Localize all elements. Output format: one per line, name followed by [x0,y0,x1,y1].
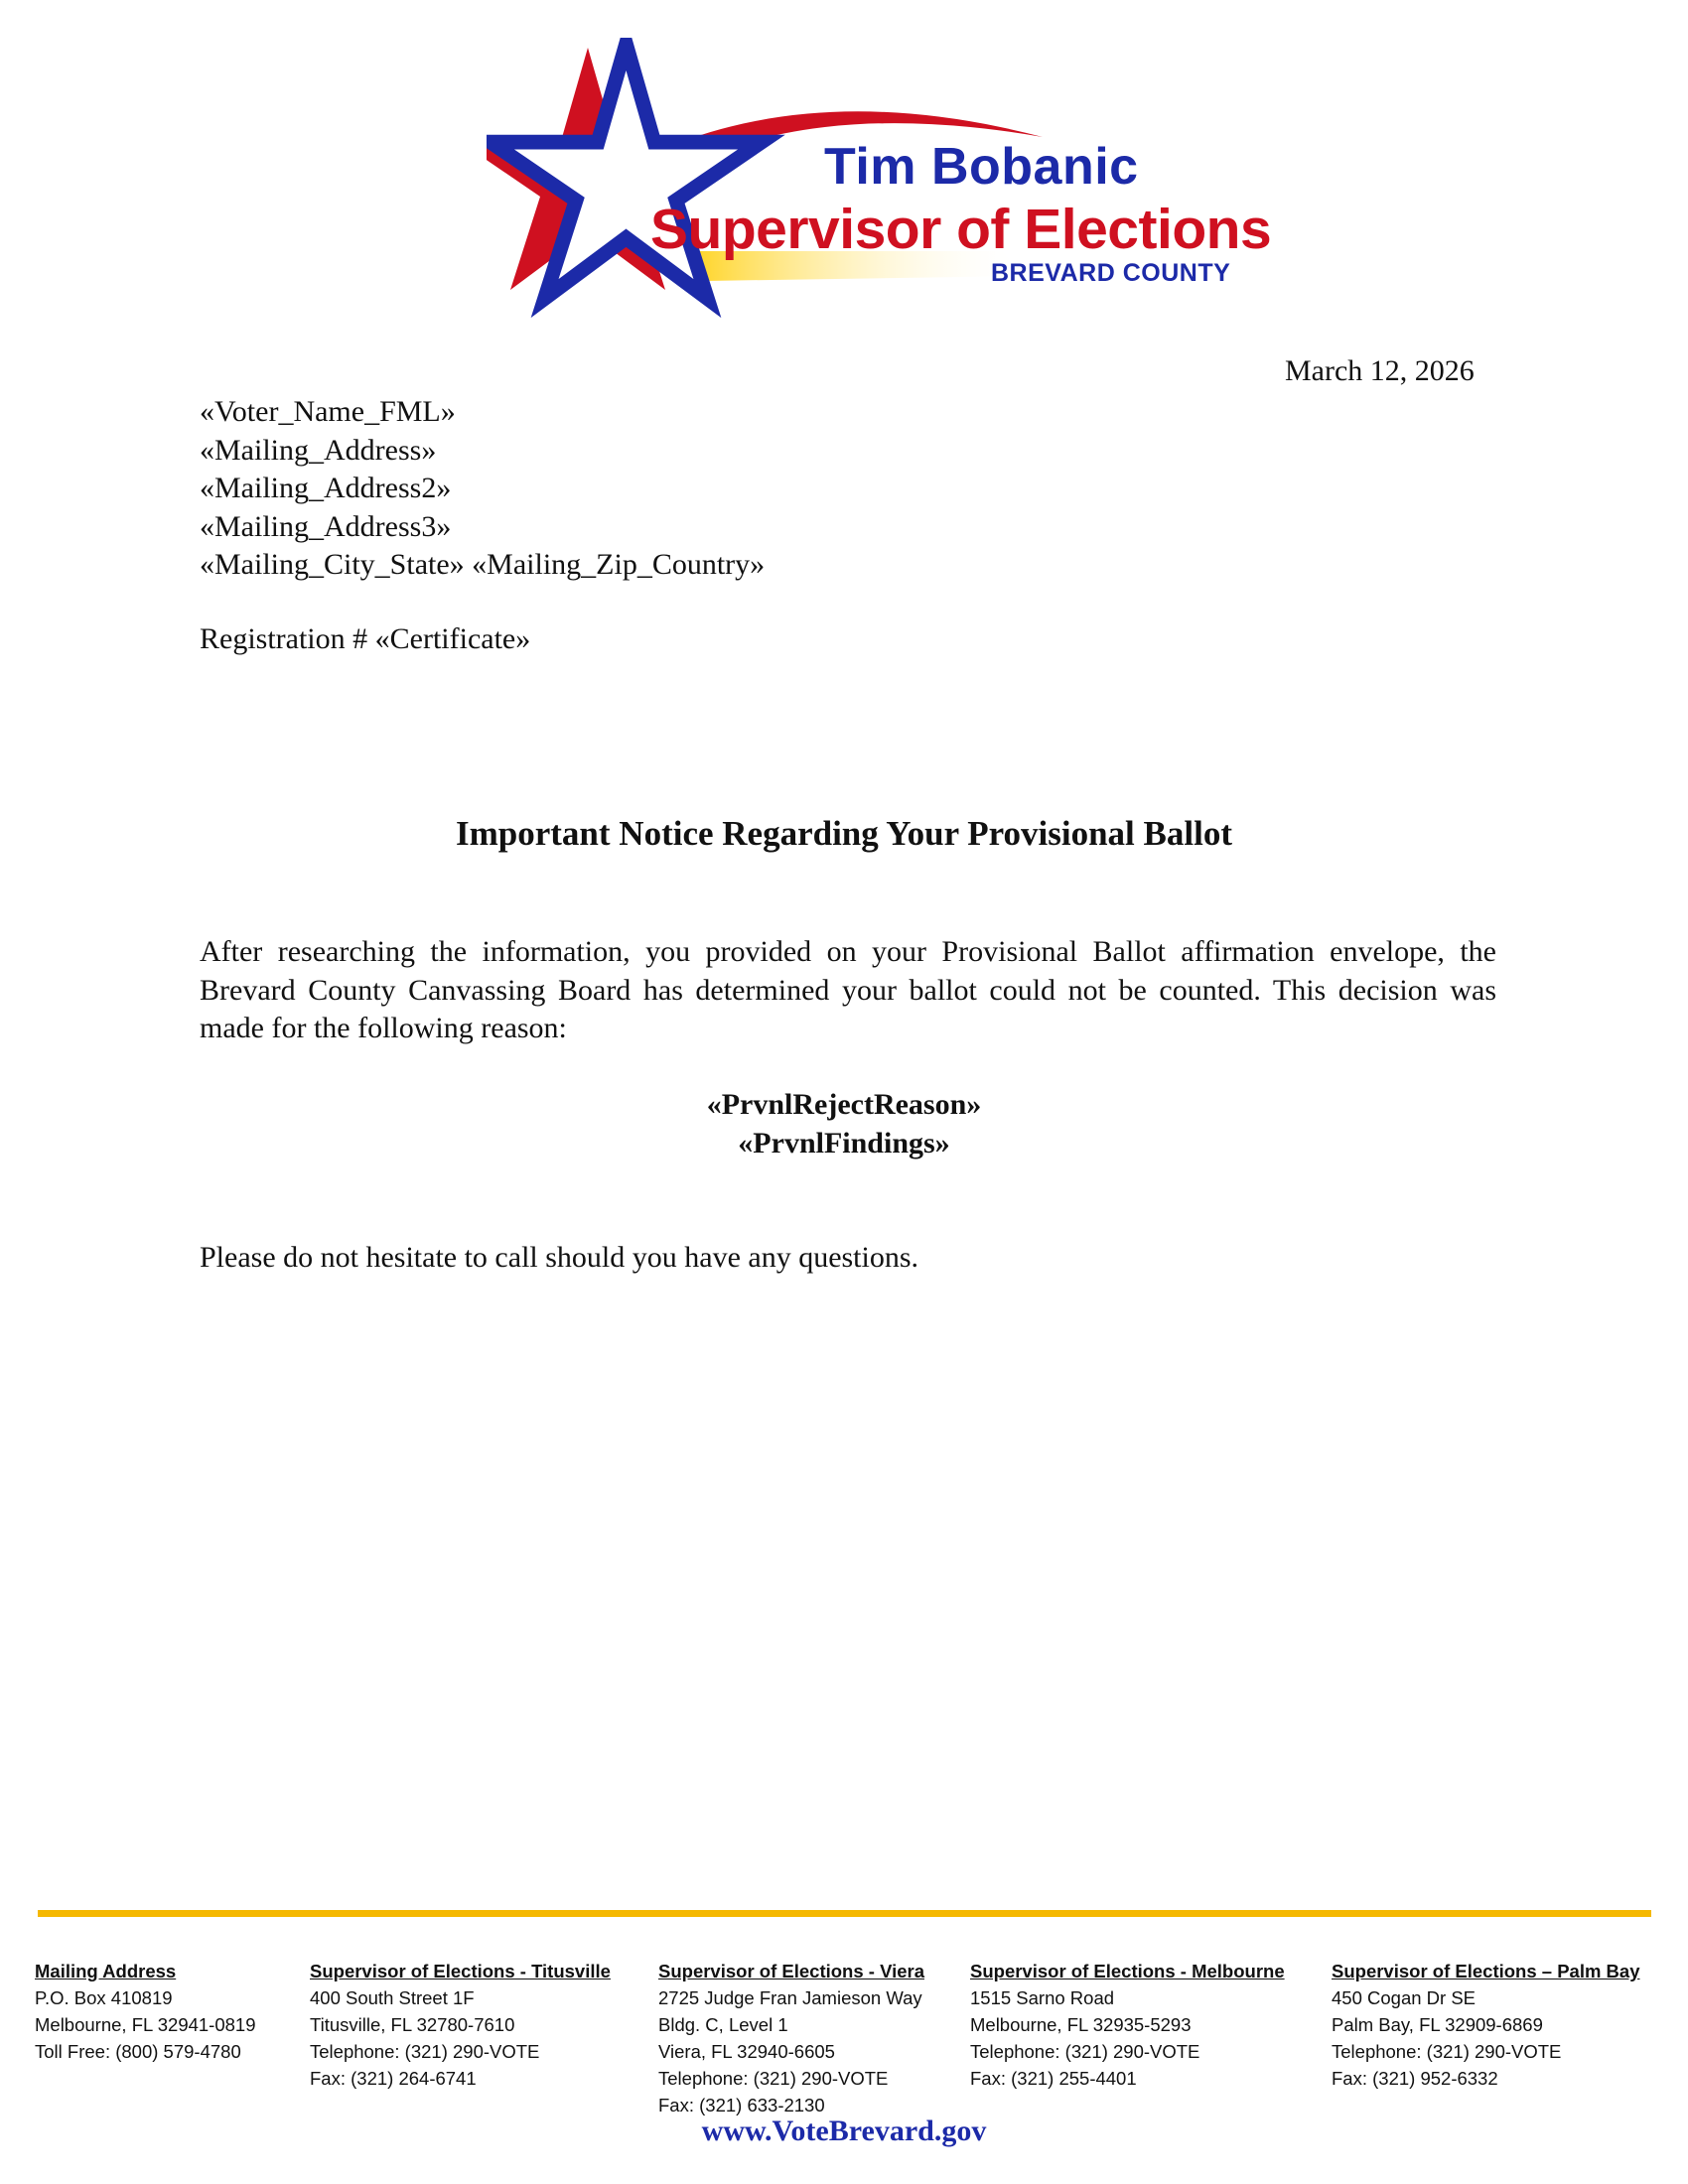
registration-number: Registration # «Certificate» [200,622,531,655]
supervisor-logo [487,38,1272,355]
merge-fields [0,1085,1688,1162]
footer-line: Bldg. C, Level 1 [658,2014,788,2035]
address-line: «Mailing_Address2» [200,472,452,504]
footer-divider [38,1910,1651,1917]
footer-line: Titusville, FL 32780-7610 [310,2014,515,2035]
recipient-address [200,393,765,585]
footer-line: Telephone: (321) 290-VOTE [1332,2041,1562,2062]
footer-palm-bay [1332,1958,1640,2092]
footer-line: Melbourne, FL 32935-5293 [970,2014,1192,2035]
footer-line: Fax: (321) 633-2130 [658,2095,825,2116]
reject-reason-field: «PrvnlRejectReason» [706,1088,982,1121]
footer-line: 400 South Street 1F [310,1987,475,2008]
footer-line: Viera, FL 32940-6605 [658,2041,835,2062]
footer-heading: Supervisor of Elections - Titusville [310,1961,611,1981]
closing-line: Please do not hesitate to call should you have any questions. [200,1241,919,1274]
footer-heading: Supervisor of Elections – Palm Bay [1332,1961,1640,1981]
website-link[interactable]: www.VoteBrevard.gov [701,2115,987,2147]
footer-heading: Mailing Address [35,1961,177,1981]
footer-line: Toll Free: (800) 579-4780 [35,2041,241,2062]
address-line: «Voter_Name_FML» [200,395,456,428]
address-line: «Mailing_City_State» «Mailing_Zip_Country» [200,548,766,581]
footer-line: 450 Cogan Dr SE [1332,1987,1477,2008]
address-line: «Mailing_Address» [200,433,437,467]
address-line: «Mailing_Address3» [200,509,452,543]
footer-line: Fax: (321) 255-4401 [970,2068,1137,2089]
footer-line: Telephone: (321) 290-VOTE [658,2068,889,2089]
logo-county: BREVARD COUNTY [991,259,1231,287]
footer-line: 2725 Judge Fran Jamieson Way [658,1987,922,2008]
footer-line: Telephone: (321) 290-VOTE [310,2041,540,2062]
footer-mailing-address [35,1958,256,2065]
footer-line: Palm Bay, FL 32909-6869 [1332,2014,1543,2035]
footer-line: P.O. Box 410819 [35,1987,173,2008]
footer-melbourne [970,1958,1285,2092]
findings-field: «PrvnlFindings» [738,1127,950,1160]
footer-viera [658,1958,924,2118]
footer-line: 1515 Sarno Road [970,1987,1115,2008]
logo-name: Tim Bobanic [824,138,1139,196]
footer-line: Telephone: (321) 290-VOTE [970,2041,1200,2062]
footer-heading: Supervisor of Elections - Melbourne [970,1961,1285,1981]
footer-line: Melbourne, FL 32941-0819 [35,2014,256,2035]
footer-line: Fax: (321) 952-6332 [1332,2068,1498,2089]
letter-date: March 12, 2026 [1285,354,1475,387]
footer-titusville [310,1958,611,2092]
logo-title: Supervisor of Elections [650,198,1272,261]
notice-title: Important Notice Regarding Your Provisional Ballot [456,814,1232,853]
footer-heading: Supervisor of Elections - Viera [658,1961,924,1981]
footer-line: Fax: (321) 264-6741 [310,2068,477,2089]
body-paragraph: After researching the information, you provided on your Provisional Ballot affirmation envelope, the Brevard County Canvassing Board has determined your ballot could not be counted. This decision was made for the following reason: [200,935,1496,1044]
